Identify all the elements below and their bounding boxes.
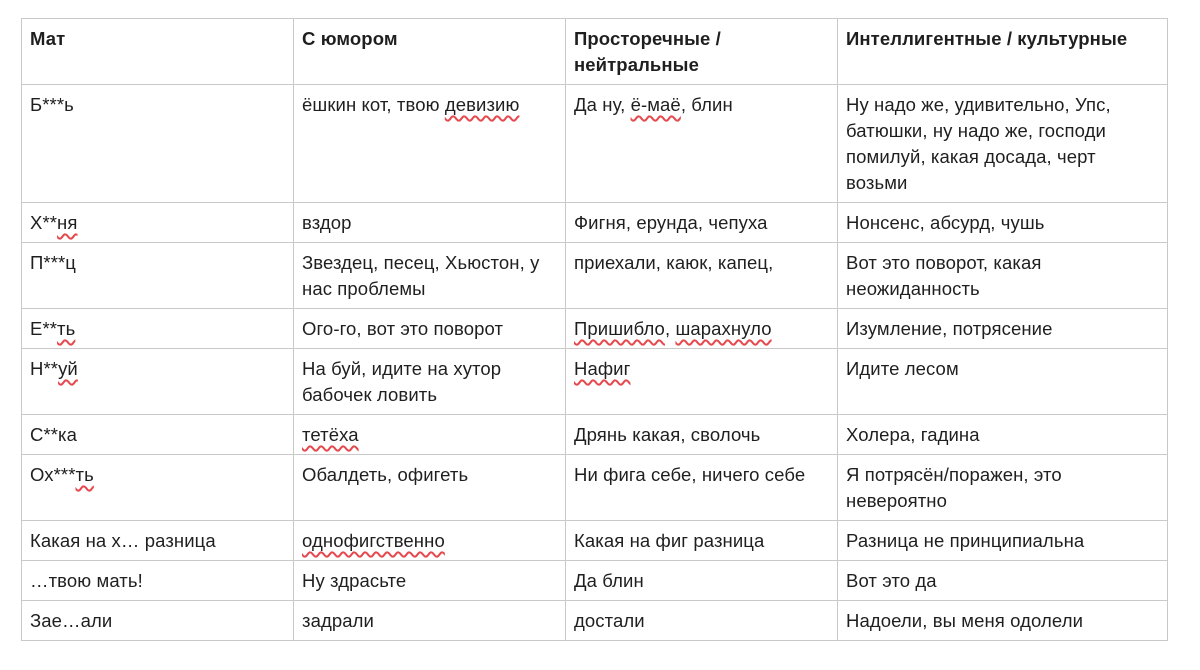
text-segment: Е** — [30, 318, 58, 339]
table-row — [22, 415, 1168, 455]
spellcheck-underlined-word: Нафиг — [574, 358, 631, 379]
spellcheck-underlined-word: тетёха — [302, 424, 359, 445]
cell-mat: Какая на х… разница — [22, 521, 294, 561]
cell-mat: П***ц — [22, 243, 294, 309]
spellcheck-underlined-word: шарахнуло — [675, 318, 772, 339]
cell-mat: …твою мать! — [22, 561, 294, 601]
spellcheck-underlined-word: ня — [57, 212, 78, 233]
cell-mat: Б***ь — [22, 85, 294, 203]
spellcheck-underlined-word: ть — [75, 464, 94, 485]
table-row — [22, 203, 1168, 243]
cell-neutral: Да блин — [566, 561, 838, 601]
slang-comparison-table-wrapper — [21, 18, 1167, 641]
table-header-row — [22, 19, 1168, 85]
text-segment: , — [664, 318, 676, 339]
cell-humor: Ну здрасьте — [294, 561, 566, 601]
text-segment: Х** — [30, 212, 58, 233]
text-segment: ёшкин кот, твою — [302, 94, 445, 115]
cell-cultured: Нонсенс, абсурд, чушь — [838, 203, 1168, 243]
header-neutral: Просторечные / нейтральные — [566, 19, 838, 85]
cell-neutral: Ни фига себе, ничего себе — [566, 455, 838, 521]
cell-neutral: достали — [566, 601, 838, 641]
cell-cultured: Ну надо же, удивительно, Упс, батюшки, ну надо же, господи помилуй, какая досада, черт возьми — [838, 85, 1168, 203]
cell-cultured: Вот это поворот, какая неожиданность — [838, 243, 1168, 309]
spellcheck-underlined-word: Пришибло — [574, 318, 665, 339]
text-segment: , блин — [680, 94, 733, 115]
cell-mat: С**ка — [22, 415, 294, 455]
cell-neutral: Какая на фиг разница — [566, 521, 838, 561]
text-segment: Да ну, — [574, 94, 631, 115]
text-segment: Н** — [30, 358, 59, 379]
cell-humor: Обалдеть, офигеть — [294, 455, 566, 521]
cell-cultured: Холера, гадина — [838, 415, 1168, 455]
cell-mat — [22, 349, 294, 415]
spellcheck-underlined-word: ть — [57, 318, 76, 339]
cell-neutral — [566, 309, 838, 349]
table-row — [22, 561, 1168, 601]
cell-mat — [22, 455, 294, 521]
header-cultured: Интеллигентные / культурные — [838, 19, 1168, 85]
header-humor: С юмором — [294, 19, 566, 85]
spellcheck-underlined-word: ё-маё — [630, 94, 681, 115]
cell-neutral — [566, 85, 838, 203]
spellcheck-underlined-word: уй — [58, 358, 78, 379]
cell-humor — [294, 521, 566, 561]
table-row — [22, 521, 1168, 561]
table-row — [22, 309, 1168, 349]
cell-cultured: Я потрясён/поражен, это невероятно — [838, 455, 1168, 521]
table-row — [22, 243, 1168, 309]
cell-neutral: Дрянь какая, сволочь — [566, 415, 838, 455]
cell-humor: Звездец, песец, Хьюстон, у нас проблемы — [294, 243, 566, 309]
cell-cultured: Надоели, вы меня одолели — [838, 601, 1168, 641]
spellcheck-underlined-word: однофигственно — [302, 530, 445, 551]
cell-neutral — [566, 349, 838, 415]
cell-mat: Зае…али — [22, 601, 294, 641]
header-mat: Мат — [22, 19, 294, 85]
table-row — [22, 601, 1168, 641]
slang-comparison-table — [21, 18, 1168, 641]
cell-cultured: Вот это да — [838, 561, 1168, 601]
cell-humor: вздор — [294, 203, 566, 243]
text-segment: Ох*** — [30, 464, 76, 485]
cell-mat — [22, 203, 294, 243]
spellcheck-underlined-word: девизию — [444, 94, 520, 115]
cell-humor — [294, 85, 566, 203]
cell-cultured: Идите лесом — [838, 349, 1168, 415]
cell-neutral: приехали, каюк, капец, — [566, 243, 838, 309]
cell-humor: Ого-го, вот это поворот — [294, 309, 566, 349]
cell-humor: задрали — [294, 601, 566, 641]
cell-mat — [22, 309, 294, 349]
table-row — [22, 85, 1168, 203]
table-row — [22, 349, 1168, 415]
cell-cultured: Изумление, потрясение — [838, 309, 1168, 349]
cell-neutral: Фигня, ерунда, чепуха — [566, 203, 838, 243]
cell-humor: На буй, идите на хутор бабочек ловить — [294, 349, 566, 415]
cell-cultured: Разница не принципиальна — [838, 521, 1168, 561]
cell-humor — [294, 415, 566, 455]
table-row — [22, 455, 1168, 521]
